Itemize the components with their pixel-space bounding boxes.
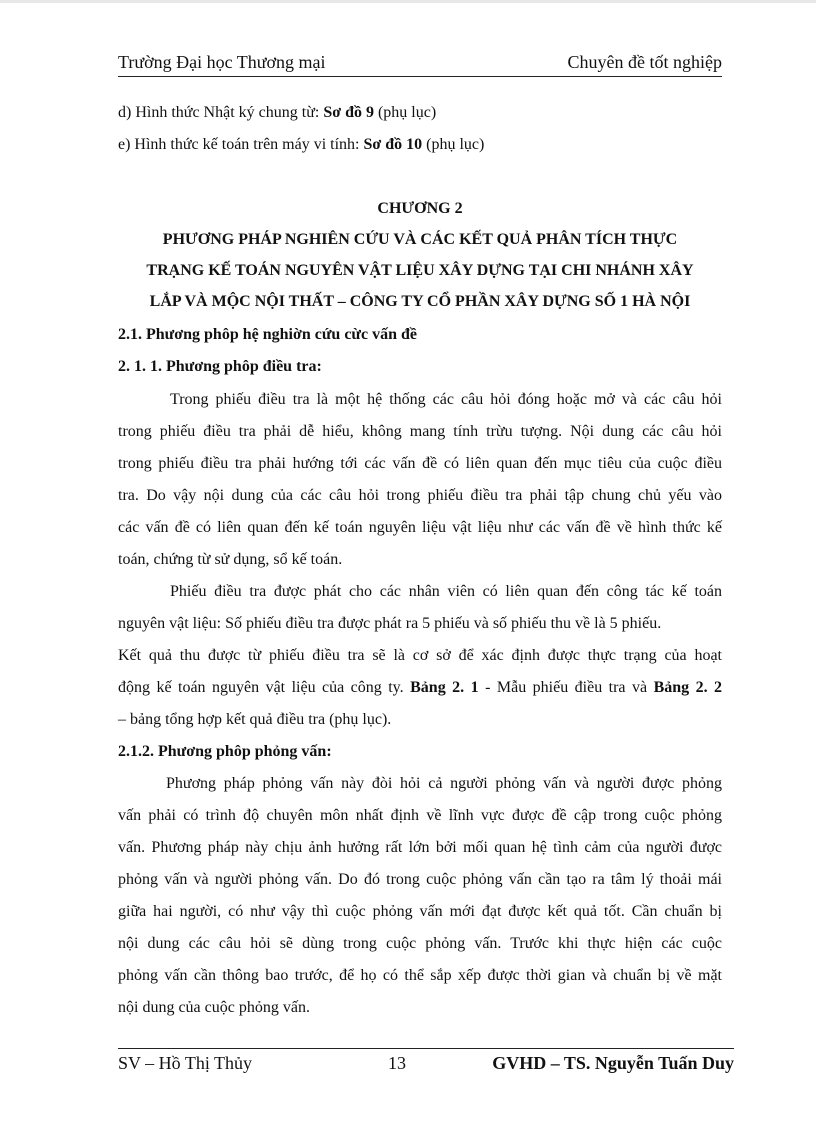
footer-supervisor: GVHD – TS. Nguyễn Tuấn Duy (492, 1053, 734, 1073)
list-item-d-ref: Sơ đồ 9 (323, 104, 374, 121)
para1-line: các vấn đề có liên quan đến kế toán nguyên liệu vật liệu như các vấn đề về hình thức kế (118, 519, 722, 536)
para3-text: - Mẫu phiếu điều tra và (485, 679, 648, 696)
para1-line: Trong phiếu điều tra là một hệ thống các câu hỏi đóng hoặc mở và các câu hỏi (170, 391, 722, 408)
para4-line: vấn phải có trình độ chuyên môn nhất định về lĩnh vực được đề cập trong cuộc phỏng (118, 807, 722, 824)
chapter-number: CHƯƠNG 2 (377, 200, 463, 217)
list-item-d-text: d) Hình thức Nhật ký chung từ: (118, 104, 320, 121)
list-item-d (118, 104, 436, 122)
para1-line: toán, chứng từ sử dụng, sổ kế toán. (118, 551, 343, 568)
para4-line: phỏng vấn cần thông bao trước, để họ có thể sắp xếp được thời gian và chuẩn bị về mặt (118, 967, 722, 984)
header-doc-type: Chuyên đề tốt nghiệp (567, 52, 722, 72)
page-number: 13 (388, 1053, 406, 1073)
para3-line: Kết quả thu được từ phiếu điều tra sẽ là cơ sở để xác định được thực trạng của hoạt (118, 647, 722, 664)
para4-line: giữa hai người, có như vậy thì cuộc phỏng vấn mới đạt được kết quả tốt. Cần chuẩn bị (118, 903, 722, 920)
para2-line: nguyên vật liệu: Số phiếu điều tra được phát ra 5 phiếu và số phiếu thu về là 5 phiếu. (118, 615, 662, 632)
section-heading-2-1: 2.1. Phương phôp hệ nghiờn cứu cừc vấn đề (118, 326, 418, 343)
para1-line: tra. Do vậy nội dung của các câu hỏi trong phiếu điều tra phải tập chung chủ yếu vào (118, 487, 722, 504)
list-item-d-tail: (phụ lục) (377, 104, 437, 121)
header-school: Trường Đại học Thương mại (118, 52, 326, 72)
section-heading-2-1-1: 2. 1. 1. Phương phôp điều tra: (118, 358, 322, 375)
footer-student: SV – Hồ Thị Thủy (118, 1053, 253, 1073)
para2-line: Phiếu điều tra được phát cho các nhân viên có liên quan đến công tác kế toán (170, 583, 722, 600)
list-item-e-text: e) Hình thức kế toán trên máy vi tính: (118, 136, 360, 153)
chapter-title-line-2: TRẠNG KẾ TOÁN NGUYÊN VẬT LIỆU XÂY DỰNG TẠI CHI NHÁNH XÂY (146, 262, 694, 279)
para3-text: động kế toán nguyên vật liệu của công ty. (118, 679, 404, 696)
para3-line: – bảng tổng hợp kết quả điều tra (phụ lục). (118, 711, 392, 728)
para4-line: nội dung của cuộc phỏng vấn. (118, 999, 310, 1016)
para4-line: nội dung các câu hỏi sẽ dùng trong cuộc phỏng vấn. Trước khi thực hiện các cuộc (118, 935, 722, 952)
table-ref: Bảng 2. 2 (653, 679, 723, 696)
para4-line: phỏng vấn và người phỏng vấn. Do đó trong cuộc phỏng vấn cần tạo ra tâm lý thoải mái (118, 871, 722, 888)
list-item-e-tail: (phụ lục) (426, 136, 485, 153)
section-heading-2-1-2: 2.1.2. Phương phôp phỏng vấn: (118, 743, 332, 760)
para3-line (118, 679, 722, 697)
para4-line: vấn. Phương pháp này chịu ảnh hưởng rất lớn bởi mối quan hệ tình cảm của người được (118, 839, 722, 856)
list-item-e (118, 136, 484, 154)
para1-line: trong phiếu điều tra phải dễ hiểu, không mang tính trừu tượng. Nội dung các câu hỏi (118, 423, 722, 440)
chapter-title-line-1: PHƯƠNG PHÁP NGHIÊN CỨU VÀ CÁC KẾT QUẢ PHÂN TÍCH THỰC (162, 231, 678, 248)
para1-line: trong phiếu điều tra phải hướng tới các vấn đề có liên quan đến mục tiêu của cuộc điều (118, 455, 722, 472)
list-item-e-ref: Sơ đồ 10 (363, 136, 423, 153)
chapter-title-line-3: LẮP VÀ MỘC NỘI THẤT – CÔNG TY CỔ PHẦN XÂY DỰNG SỐ 1 HÀ NỘI (149, 293, 691, 310)
page-header (118, 50, 722, 77)
page-footer (118, 1048, 734, 1075)
table-ref: Bảng 2. 1 (410, 679, 479, 696)
para4-line: Phương pháp phỏng vấn này đòi hỏi cả người phỏng vấn và người được phỏng (166, 775, 722, 792)
